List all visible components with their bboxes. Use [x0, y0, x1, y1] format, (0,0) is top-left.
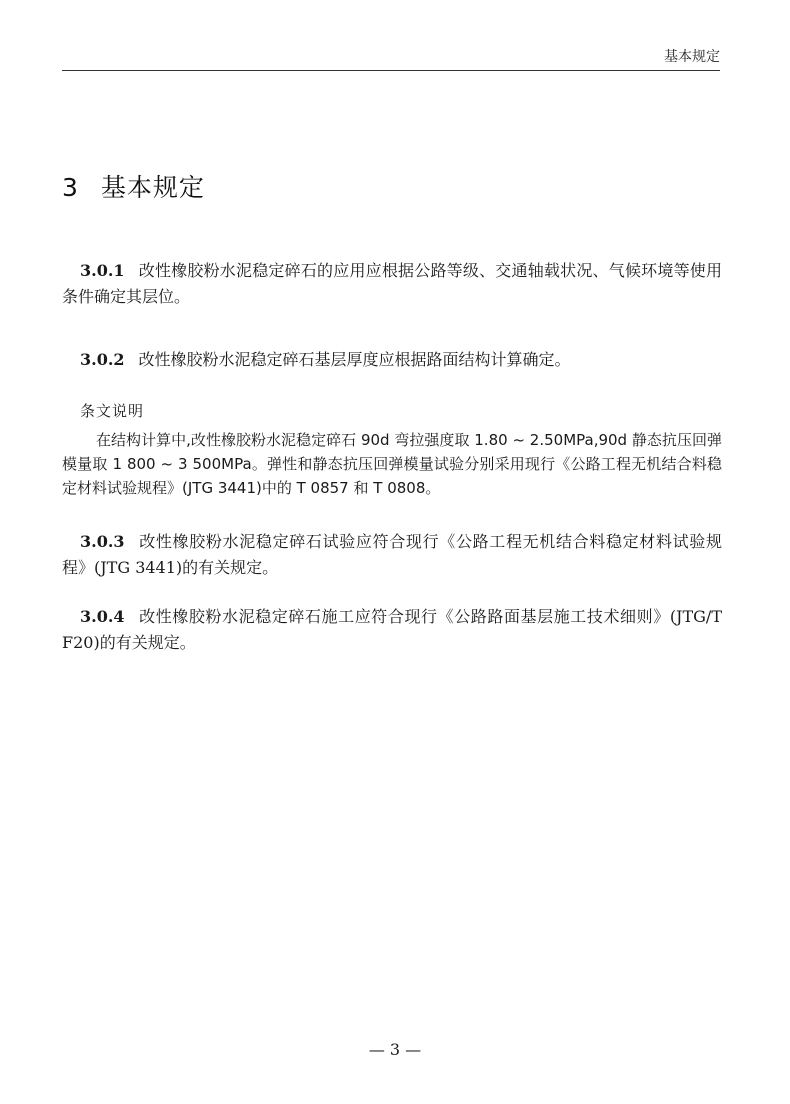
header-rule: [62, 70, 720, 71]
clause-text: 改性橡胶粉水泥稳定碎石基层厚度应根据路面结构计算确定。: [138, 350, 571, 369]
clause-number: 3.0.4: [80, 607, 125, 626]
clause-3-0-2: [62, 347, 722, 373]
clause-number: 3.0.1: [80, 261, 125, 280]
running-head: 基本规定: [664, 49, 720, 65]
chapter-number: 3: [62, 173, 79, 202]
chapter-title: [62, 168, 205, 204]
clause-text: 改性橡胶粉水泥稳定碎石的应用应根据公路等级、交通轴载状况、气候环境等使用条件确定其层位。: [62, 261, 722, 306]
commentary-text: 在结构计算中,改性橡胶粉水泥稳定碎石 90d 弯拉强度取 1.80 ~ 2.50MPa,90d 静态抗压回弹模量取 1 800 ~ 3 500MPa。弹性和静态抗压回弹模量试验分别采用现行《公路工程无机结合料稳定材料试验规程》(JTG 3441)中的 T 0857 和 T 0808。: [62, 431, 722, 497]
clause-3-0-4: [62, 604, 722, 656]
clause-3-0-3: [62, 529, 722, 581]
clause-text: 改性橡胶粉水泥稳定碎石施工应符合现行《公路路面基层施工技术细则》(JTG/T F20)的有关规定。: [62, 607, 722, 652]
clause-text: 改性橡胶粉水泥稳定碎石试验应符合现行《公路工程无机结合料稳定材料试验规程》(JTG 3441)的有关规定。: [62, 532, 722, 577]
chapter-title-text: 基本规定: [100, 173, 205, 202]
clause-number: 3.0.3: [80, 532, 125, 551]
clause-3-0-1: [62, 258, 722, 310]
page-number: — 3 —: [368, 1040, 422, 1059]
commentary-heading: 条文说明: [80, 402, 145, 420]
clause-number: 3.0.2: [80, 350, 125, 369]
